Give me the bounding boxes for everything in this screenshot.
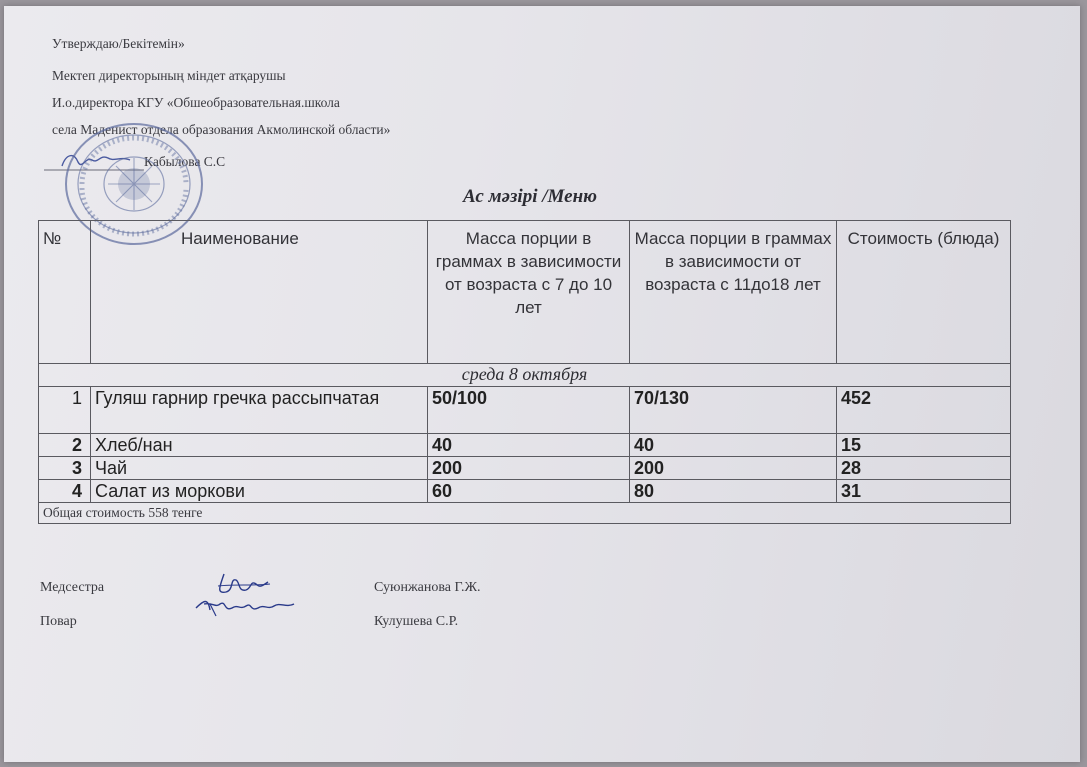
row-name: Гуляш гарнир гречка рассыпчатая [91,387,428,434]
row-number: 2 [39,434,91,457]
col-mass-7-10: Масса порции в граммах в зависимости от возраста с 7 до 10 лет [428,221,630,364]
row-name: Салат из моркови [91,480,428,503]
row-mass-11-18: 200 [630,457,837,480]
table-row [39,457,1011,480]
table-row [39,434,1011,457]
row-cost: 15 [837,434,1011,457]
nurse-name: Суюнжанова Г.Ж. [374,580,481,595]
row-mass-11-18: 80 [630,480,837,503]
row-mass-11-18: 40 [630,434,837,457]
row-number: 3 [39,457,91,480]
nurse-role: Медсестра [40,580,105,595]
menu-table [38,220,1011,524]
row-cost: 31 [837,480,1011,503]
row-name: Чай [91,457,428,480]
approval-line: Утверждаю/Бекітемін» [52,36,185,51]
total-cost: Общая стоимость 558 тенге [39,503,1011,524]
school-line: села Маденист отдела образования Акмолинской области» [52,122,391,137]
table-row [39,387,1011,434]
row-cost: 28 [837,457,1011,480]
row-mass-7-10: 200 [428,457,630,480]
row-number: 4 [39,480,91,503]
row-cost: 452 [837,387,1011,434]
director-line-kz: Мектеп директорының міндет атқарушы [52,68,286,83]
cook-name: Кулушева С.Р. [374,614,459,629]
table-header-row [39,221,1011,364]
total-row [39,503,1011,524]
row-mass-7-10: 60 [428,480,630,503]
day-label: среда 8 октября [39,364,1011,387]
row-name: Хлеб/нан [91,434,428,457]
col-number: № [39,221,91,364]
row-mass-7-10: 50/100 [428,387,630,434]
row-mass-11-18: 70/130 [630,387,837,434]
row-number: 1 [39,387,91,434]
director-name: Кабылова С.С [144,154,226,169]
staff-signatures [190,564,320,624]
director-line-ru: И.о.директора КГУ «Обшеобразовательная.школа [52,95,340,110]
row-mass-7-10: 40 [428,434,630,457]
title-text: Ас мәзірі /Меню [463,186,597,207]
page-title [4,186,1080,208]
day-row [39,364,1011,387]
table-row [39,480,1011,503]
cook-role: Повар [40,614,77,629]
col-mass-11-18: Масса порции в граммах в зависимости от возраста с 11до18 лет [630,221,837,364]
document-page [4,6,1080,762]
col-cost: Стоимость (блюда) [837,221,1011,364]
col-name: Наименование [91,221,428,364]
